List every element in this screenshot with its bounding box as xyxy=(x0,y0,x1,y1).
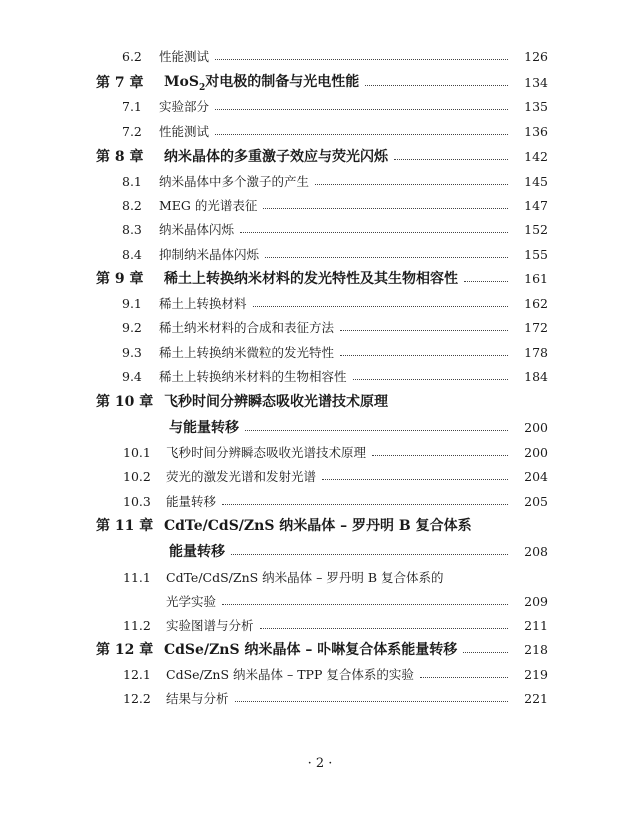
toc-chapter[interactable] xyxy=(0,267,640,289)
section-number: 7.2 xyxy=(122,123,142,139)
toc-entry[interactable] xyxy=(0,663,640,685)
dot-leader xyxy=(215,58,508,60)
chapter-title: CdSe/ZnS 纳米晶体 – 卟啉复合体系能量转移 xyxy=(164,642,458,658)
dot-leader xyxy=(222,503,508,505)
page-number: 200 xyxy=(524,419,548,435)
section-title: 性能测试 xyxy=(159,49,210,64)
page-number: 208 xyxy=(524,543,548,559)
dot-leader xyxy=(340,354,508,356)
chapter-title: MoS$_2$对电极的制备与光电性能 xyxy=(164,74,360,93)
section-title: CdSe/ZnS 纳米晶体 – TPP 复合体系的实验 xyxy=(166,667,414,682)
section-number: 11.1 xyxy=(123,569,151,585)
dot-leader xyxy=(265,256,508,258)
page-number: 147 xyxy=(524,197,548,213)
chapter-title: 稀土上转换纳米材料的发光特性及其生物相容性 xyxy=(164,271,458,287)
page-number: 126 xyxy=(524,48,548,64)
section-title: 实验部分 xyxy=(159,99,210,114)
section-number: 9.2 xyxy=(122,319,142,335)
section-number: 9.3 xyxy=(122,344,142,360)
chapter-label: 第 9 章 xyxy=(96,271,144,287)
section-title: 荧光的激发光谱和发射光谱 xyxy=(166,469,317,484)
page-number: 184 xyxy=(524,368,548,384)
toc-entry[interactable] xyxy=(0,95,640,117)
page-number: 219 xyxy=(524,666,548,682)
dot-leader xyxy=(240,231,508,233)
section-title: 实验图谱与分析 xyxy=(166,618,254,633)
section-title: 纳米晶体闪烁 xyxy=(159,222,235,237)
section-title: 飞秒时间分辨瞬态吸收光谱技术原理 xyxy=(166,445,367,460)
chapter-title-continued: 能量转移 xyxy=(169,544,225,560)
dot-leader xyxy=(365,84,508,86)
section-number: 10.2 xyxy=(123,468,151,484)
toc-entry[interactable] xyxy=(0,687,640,709)
section-number: 10.1 xyxy=(123,444,151,460)
toc-entry[interactable] xyxy=(0,465,640,487)
dot-leader xyxy=(372,454,508,456)
section-number: 9.1 xyxy=(122,295,142,311)
page-number: 211 xyxy=(524,617,548,633)
page-number: 134 xyxy=(524,74,548,90)
section-title: CdTe/CdS/ZnS 纳米晶体 – 罗丹明 B 复合体系的 xyxy=(166,570,444,585)
page-footer-number: · 2 · xyxy=(307,756,333,771)
chapter-title: 飞秒时间分辨瞬态吸收光谱技术原理 xyxy=(164,394,388,410)
page-number: 162 xyxy=(524,295,548,311)
dot-leader xyxy=(222,603,508,605)
toc-entry[interactable] xyxy=(0,566,640,588)
dot-leader xyxy=(315,183,508,185)
section-title: 稀土上转换纳米材料的生物相容性 xyxy=(159,369,347,384)
page-number: 142 xyxy=(524,148,548,164)
section-title: 结果与分析 xyxy=(166,691,229,706)
section-number: 12.2 xyxy=(123,690,151,706)
chapter-label: 第 8 章 xyxy=(96,149,144,165)
toc-chapter[interactable] xyxy=(0,145,640,167)
toc-chapter[interactable] xyxy=(0,638,640,660)
section-number: 7.1 xyxy=(122,98,142,114)
dot-leader xyxy=(253,305,508,307)
dot-leader xyxy=(420,676,508,678)
toc-entry[interactable] xyxy=(0,45,640,67)
page-number: 145 xyxy=(524,173,548,189)
chapter-label: 第 12 章 xyxy=(96,642,154,658)
section-title: MEG 的光谱表征 xyxy=(159,198,258,213)
page-number: 152 xyxy=(524,221,548,237)
section-number: 12.1 xyxy=(123,666,151,682)
dot-leader xyxy=(464,280,508,282)
dot-leader xyxy=(322,478,508,480)
dot-leader xyxy=(260,627,508,629)
toc-chapter-continuation[interactable] xyxy=(0,416,640,438)
dot-leader xyxy=(394,158,508,160)
chapter-label: 第 11 章 xyxy=(96,518,154,534)
toc-entry[interactable] xyxy=(0,341,640,363)
section-number: 6.2 xyxy=(122,48,142,64)
toc-entry[interactable] xyxy=(0,194,640,216)
dot-leader xyxy=(263,207,508,209)
dot-leader xyxy=(231,553,508,555)
section-title: 能量转移 xyxy=(166,494,217,509)
section-title: 稀土上转换纳米微粒的发光特性 xyxy=(159,345,335,360)
page-number: 135 xyxy=(524,98,548,114)
page-number: 178 xyxy=(524,344,548,360)
page-number: 161 xyxy=(524,270,548,286)
toc-entry[interactable] xyxy=(0,490,640,512)
section-title: 抑制纳米晶体闪烁 xyxy=(159,247,260,262)
toc-entry[interactable] xyxy=(0,292,640,314)
section-number: 11.2 xyxy=(123,617,151,633)
page-number: 221 xyxy=(524,690,548,706)
chapter-title: CdTe/CdS/ZnS 纳米晶体 – 罗丹明 B 复合体系 xyxy=(164,518,472,534)
chapter-title-continued: 与能量转移 xyxy=(169,420,239,436)
chapter-label: 第 7 章 xyxy=(96,75,144,91)
dot-leader xyxy=(235,700,508,702)
dot-leader xyxy=(245,429,508,431)
page-number: 209 xyxy=(524,593,548,609)
toc-entry[interactable] xyxy=(0,316,640,338)
toc-chapter[interactable] xyxy=(0,390,640,412)
toc-entry[interactable] xyxy=(0,218,640,240)
toc-entry[interactable] xyxy=(0,614,640,636)
section-number: 10.3 xyxy=(123,493,151,509)
section-number: 8.2 xyxy=(122,197,142,213)
dot-leader xyxy=(215,108,508,110)
toc-chapter[interactable] xyxy=(0,514,640,536)
page-number: 218 xyxy=(524,641,548,657)
toc-entry[interactable] xyxy=(0,170,640,192)
dot-leader xyxy=(353,378,508,380)
page-number: 172 xyxy=(524,319,548,335)
page-number: 204 xyxy=(524,468,548,484)
section-title: 性能测试 xyxy=(159,124,210,139)
page-number: 205 xyxy=(524,493,548,509)
toc-entry[interactable] xyxy=(0,441,640,463)
section-number: 8.3 xyxy=(122,221,142,237)
toc-chapter-continuation[interactable] xyxy=(0,540,640,562)
page-number: 136 xyxy=(524,123,548,139)
chapter-label: 第 10 章 xyxy=(96,394,154,410)
section-number: 8.1 xyxy=(122,173,142,189)
section-number: 9.4 xyxy=(122,368,142,384)
page-number: 200 xyxy=(524,444,548,460)
section-title: 稀土上转换材料 xyxy=(159,296,247,311)
section-number: 8.4 xyxy=(122,246,142,262)
toc-chapter[interactable] xyxy=(0,71,640,93)
toc-entry[interactable] xyxy=(0,365,640,387)
toc-entry[interactable] xyxy=(0,243,640,265)
dot-leader xyxy=(215,133,508,135)
dot-leader xyxy=(340,329,508,331)
dot-leader xyxy=(463,651,508,653)
toc-entry-continuation[interactable] xyxy=(0,590,640,612)
chapter-title: 纳米晶体的多重激子效应与荧光闪烁 xyxy=(164,149,388,165)
section-title-continued: 光学实验 xyxy=(166,594,217,609)
section-title: 纳米晶体中多个激子的产生 xyxy=(159,174,310,189)
page-number: 155 xyxy=(524,246,548,262)
toc-entry[interactable] xyxy=(0,120,640,142)
section-title: 稀土纳米材料的合成和表征方法 xyxy=(159,320,335,335)
